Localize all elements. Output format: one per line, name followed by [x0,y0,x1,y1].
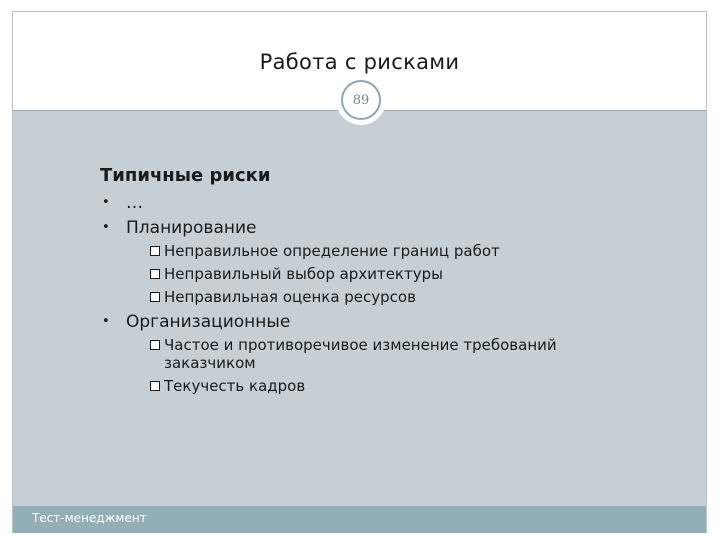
bullet-icon: • [102,195,110,210]
checkbox-bullet-icon [150,269,160,279]
sub-list-item-label: Неправильный выбор архитектуры [164,265,443,283]
sub-list-item [150,377,597,395]
sub-list-item-label: Частое и противоречивое изменение требований заказчиком [164,336,557,372]
sub-list-planning [150,242,597,306]
footer-bar [13,506,706,533]
sub-list-organizational [150,336,597,395]
footer-text: Тест-менеджмент [32,511,147,525]
page-number-badge [336,75,386,125]
slide-title: Работа с рисками [259,50,460,74]
list-item [97,311,597,333]
bullet-icon: • [102,220,110,235]
sub-list-item-label: Неправильное определение границ работ [164,242,500,260]
body-heading: Типичные риски [100,165,271,186]
checkbox-bullet-icon [150,292,160,302]
page-number: 89 [341,80,381,120]
list-item-label: … [126,193,143,213]
list-item [97,217,597,239]
list-item [97,192,597,214]
checkbox-bullet-icon [150,381,160,391]
slide-body [97,165,597,400]
sub-list-item [150,288,597,306]
list-item-label: Организационные [126,312,291,332]
sub-list-item [150,265,597,283]
sub-list-item-label: Неправильная оценка ресурсов [164,288,416,306]
list-item-label: Планирование [126,218,257,238]
sub-list-item [150,242,597,260]
checkbox-bullet-icon [150,340,160,350]
checkbox-bullet-icon [150,246,160,256]
sub-list-item [150,336,597,372]
sub-list-item-label: Текучесть кадров [164,377,306,395]
bullet-icon: • [102,314,110,329]
